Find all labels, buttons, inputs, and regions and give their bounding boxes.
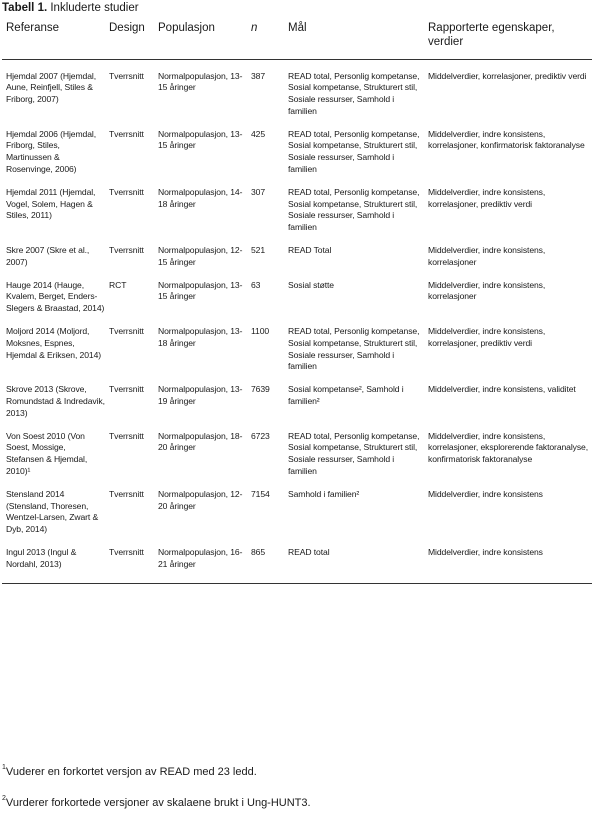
- cell-rapporterte: Middelverdier, indre konsistens: [428, 488, 543, 499]
- cell-design: Tverrsnitt: [109, 186, 144, 197]
- cell-rapporterte: Middelverdier, korrelasjoner, prediktiv verdi: [428, 70, 587, 81]
- cell-design: Tverrsnitt: [109, 245, 144, 256]
- cell-mal: READ total, Personlig kompetanse, Sosial kompetanse, Strukturert stil, Sosiale ressurser, Samhold i familien: [288, 430, 420, 477]
- cell-referanse: Stensland 2014 (Stensland, Thoresen, Wentzel-Larsen, Zwart & Dyb, 2014): [6, 488, 99, 535]
- cell-n: 7639: [251, 384, 270, 395]
- cell-referanse: Moljord 2014 (Moljord, Moksnes, Espnes, Hjemdal & Eriksen, 2014): [6, 326, 102, 360]
- cell-referanse: Hjemdal 2007 (Hjemdal, Aune, Reinfjell, Stiles & Friborg, 2007): [6, 70, 96, 105]
- cell-mal: READ total, Personlig kompetanse, Sosial kompetanse, Strukturert stil, Sosiale ressurser, Samhold i familien: [288, 326, 420, 372]
- cell-n: 865: [247, 536, 284, 583]
- cell-n: 425: [251, 128, 266, 139]
- cell-rapporterte: Middelverdier, indre konsistens, korrelasjoner, prediktiv verdi: [428, 326, 546, 348]
- caption-label: Tabell 1.: [2, 2, 48, 14]
- cell-populasjon: Normalpopulasjon, 13-15 åringer: [158, 128, 243, 151]
- cell-n: 6723: [251, 430, 270, 441]
- cell-n: 63: [251, 279, 261, 290]
- table-row: [2, 536, 592, 583]
- cell-referanse: Ingul 2013 (Ingul & Nordahl, 2013): [2, 536, 105, 583]
- table-row: [2, 176, 592, 234]
- cell-populasjon: Normalpopulasjon, 13-15 åringer: [158, 279, 243, 302]
- table-row: [2, 420, 592, 478]
- cell-design: Tverrsnitt: [109, 430, 144, 441]
- cell-populasjon: Normalpopulasjon, 13-19 åringer: [158, 384, 243, 407]
- cell-mal: READ total: [284, 536, 424, 583]
- cell-rapporterte: Middelverdier, indre konsistens, korrelasjoner: [428, 279, 546, 302]
- footnote-2-text: Vurderer forkortede versjoner av skalaene brukt i Ung-HUNT3.: [5, 797, 311, 809]
- cell-rapporterte: Middelverdier, indre konsistens, korrelasjoner, eksplorerende faktoranalyse, konfirmatorisk faktoranalyse: [428, 430, 589, 465]
- cell-referanse: Hjemdal 2011 (Hjemdal, Vogel, Solem, Hagen & Stiles, 2011): [6, 186, 96, 221]
- header-n: n: [247, 17, 284, 59]
- footnote-1-text: Vuderer en forkortet versjon av READ med 23 ledd.: [5, 766, 257, 778]
- cell-rapporterte: Middelverdier, indre konsistens, korrelasjoner, prediktiv verdi: [428, 186, 546, 209]
- table-row: [2, 478, 592, 536]
- cell-mal: READ total, Personlig kompetanse, Sosial kompetanse, Strukturert stil, Sosiale ressurser, Samhold i familien: [288, 128, 420, 175]
- cell-populasjon: Normalpopulasjon, 13-18 åringer: [158, 326, 243, 348]
- caption-text: Inkluderte studier: [47, 2, 139, 14]
- cell-design: RCT: [109, 279, 127, 290]
- header-rapporterte: Rapporterte egenskaper, verdier: [424, 17, 592, 59]
- table-row: [2, 269, 592, 315]
- table-row: [2, 315, 592, 373]
- cell-mal: Samhold i familien²: [288, 488, 360, 499]
- cell-n: 7154: [251, 488, 270, 499]
- cell-design: Tverrsnitt: [109, 326, 144, 337]
- cell-n: 387: [251, 70, 266, 81]
- table-caption: [2, 2, 139, 14]
- cell-mal: Sosial kompetanse², Samhold i familien²: [288, 384, 404, 407]
- cell-n: 1100: [251, 326, 270, 337]
- table-row: [2, 234, 592, 269]
- footnote-2: [2, 797, 311, 809]
- cell-rapporterte: Middelverdier, indre konsistens, validitet: [428, 384, 576, 395]
- cell-rapporterte: Middelverdier, indre konsistens: [424, 536, 592, 583]
- cell-referanse: Hauge 2014 (Hauge, Kvalem, Berget, Enders-Slegers & Braastad, 2014): [6, 279, 105, 314]
- cell-populasjon: Normalpopulasjon, 18-20 åringer: [158, 430, 243, 453]
- cell-referanse: Skrove 2013 (Skrove, Romundstad & Indredavik, 2013): [6, 384, 105, 418]
- cell-mal: READ total, Personlig kompetanse, Sosial kompetanse, Strukturert stil, Sosiale ressurser, Samhold i familien: [288, 70, 420, 116]
- cell-design: Tverrsnitt: [109, 70, 144, 81]
- cell-design: Tverrsnitt: [105, 536, 154, 583]
- cell-populasjon: Normalpopulasjon, 12-20 åringer: [158, 488, 243, 511]
- footnote-1-mark: 1: [2, 764, 6, 771]
- table-row: [2, 373, 592, 419]
- cell-referanse: Skre 2007 (Skre et al., 2007): [6, 245, 90, 267]
- cell-mal: Sosial støtte: [288, 279, 334, 290]
- footnote-2-mark: 2: [2, 795, 6, 802]
- cell-populasjon: Normalpopulasjon, 16-21 åringer: [154, 536, 247, 583]
- header-row: [2, 17, 592, 59]
- header-mal: Mål: [284, 17, 424, 59]
- cell-mal: READ Total: [288, 245, 332, 256]
- studies-table: [2, 17, 592, 584]
- table-row: [2, 59, 592, 118]
- cell-design: Tverrsnitt: [109, 128, 144, 139]
- header-design: Design: [105, 17, 154, 59]
- header-populasjon: Populasjon: [154, 17, 247, 59]
- cell-n: 307: [251, 186, 266, 197]
- cell-rapporterte: Middelverdier, indre konsistens, korrelasjoner: [428, 245, 546, 267]
- footnote-1: [2, 766, 257, 778]
- header-referanse: Referanse: [2, 17, 105, 59]
- table-row: [2, 118, 592, 176]
- cell-design: Tverrsnitt: [109, 488, 144, 499]
- cell-n: 521: [251, 245, 266, 256]
- cell-design: Tverrsnitt: [109, 384, 144, 395]
- cell-populasjon: Normalpopulasjon, 14-18 åringer: [158, 186, 243, 209]
- cell-populasjon: Normalpopulasjon, 13-15 åringer: [158, 70, 243, 93]
- cell-mal: READ total, Personlig kompetanse, Sosial kompetanse, Strukturert stil, Sosiale ressurser, Samhold i familien: [288, 186, 420, 233]
- cell-referanse: Von Soest 2010 (Von Soest, Mossige, Stefansen & Hjemdal, 2010)¹: [6, 430, 88, 477]
- cell-populasjon: Normalpopulasjon, 12-15 åringer: [158, 245, 243, 267]
- cell-rapporterte: Middelverdier, indre konsistens, korrelasjoner, konfirmatorisk faktoranalyse: [428, 128, 585, 151]
- cell-referanse: Hjemdal 2006 (Hjemdal, Friborg, Stiles, Martinussen & Rosenvinge, 2006): [6, 128, 96, 175]
